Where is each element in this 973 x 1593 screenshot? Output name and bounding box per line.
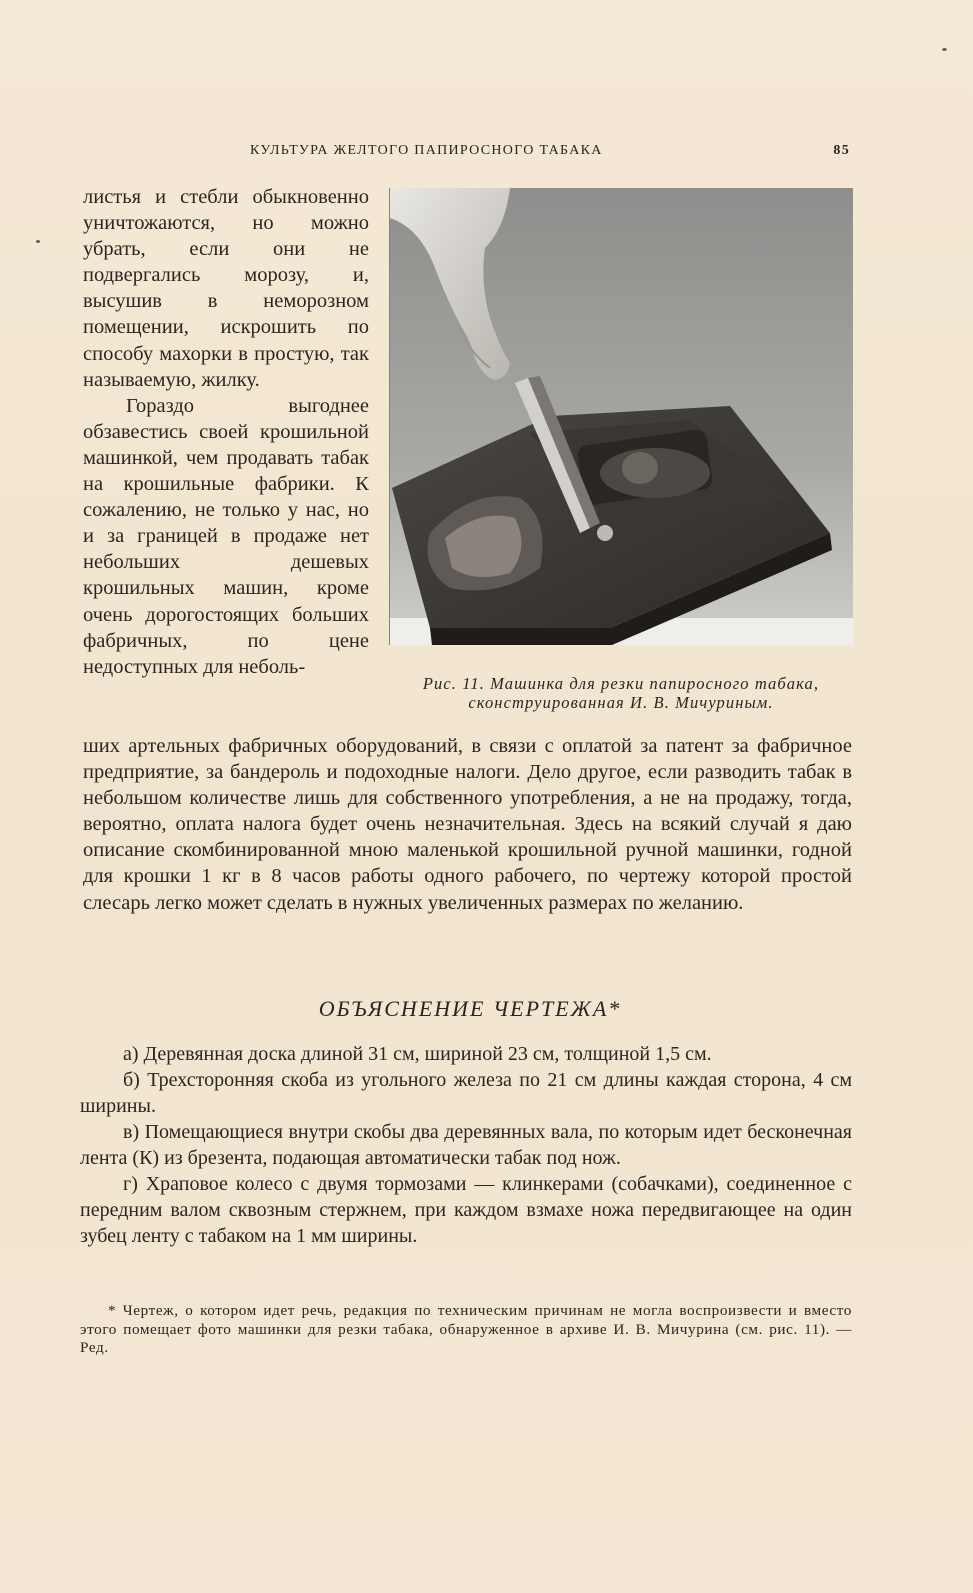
paper-speck — [942, 48, 947, 51]
paragraph: Гораздо выгоднее обзавестись своей крошильной машинкой, чем продавать табак на крошильные фабрики. К сожалению, не только у нас, но и за границей в продаже нет небольших дешевых крошильных машин, кроме очень дорогостоящих больших фабричных, по цене недоступных для неболь- — [83, 394, 369, 678]
main-text — [83, 733, 852, 916]
footnote-text: * Чертеж, о котором идет речь, редакция по техническим причинам не могла воспроизвести и вместо этого помещает фото машинки для резки табака, обнаруженное в архиве И. В. Мичурина (см. рис. 11). — Ред. — [80, 1302, 852, 1356]
list-item: а) Деревянная доска длиной 31 см, шириной 23 см, толщиной 1,5 см. — [123, 1043, 712, 1065]
paragraph: ших артельных фабричных оборудований, в связи с оплатой за патент за фабричное предприятие, за бандероль и подоходные налоги. Дело другое, если разводить табак в небольшом количестве лишь для собственного употребления, а не на продажу, тогда, вероятно, оплата налога будет очень незначительная. Здесь на всякий случай я даю описание скомбинированной мною маленькой крошильной ручной машинки, годной для крошки 1 кг в 8 часов работы одного рабочего, по чертежу которой простой слесарь легко может сделать в нужных увеличенных размерах по желанию. — [83, 735, 852, 914]
list-item: г) Храповое колесо с двумя тормозами — клинкерами (собачками), соединенное с передним валом сквозным стержнем, при каждом взмахе ножа передвигающее на один зубец ленту с табаком на 1 мм ширины. — [80, 1173, 852, 1247]
drawing-explanation-list — [80, 1041, 852, 1249]
section-heading: ОБЪЯСНЕНИЕ ЧЕРТЕЖА* — [318, 996, 622, 1021]
page-number: 85 — [833, 143, 850, 158]
list-item: б) Трехсторонняя скоба из угольного железа по 21 см длины каждая сторона, 4 см ширины. — [80, 1069, 852, 1117]
list-item: в) Помещающиеся внутри скобы два деревянных вала, по которым идет бесконечная лента (К) из брезента, подающая автоматически табак под нож. — [80, 1121, 852, 1169]
left-column-text — [83, 184, 369, 680]
running-title: КУЛЬТУРА ЖЕЛТОГО ПАПИРОСНОГО ТАБАКА — [250, 143, 603, 158]
machine-photo — [389, 188, 853, 645]
tobacco-cutter-photo-image — [390, 188, 853, 645]
paragraph: листья и стебли обыкновенно уничтожаются, но можно убрать, если они не подвергались морозу, и, высушив в неморозном помещении, искрошить по способу махорки в простую, так называемую, жилку. — [83, 186, 369, 391]
footnote — [80, 1302, 852, 1358]
figure-caption: Рис. 11. Машинка для резки папиросного табака, сконструированная И. В. Мичуриным. — [422, 674, 820, 712]
paper-speck — [36, 240, 40, 243]
